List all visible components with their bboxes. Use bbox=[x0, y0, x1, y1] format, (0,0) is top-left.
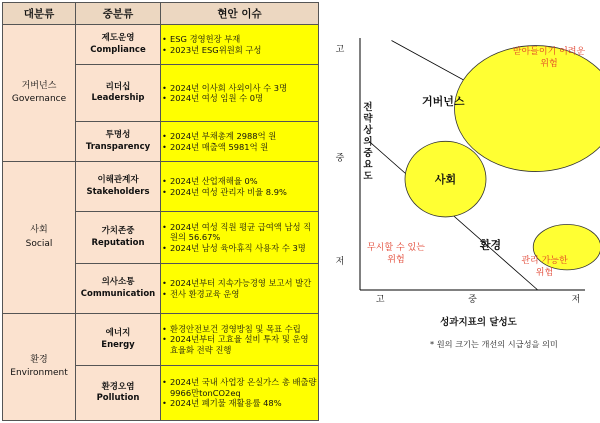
issue-cell bbox=[161, 162, 319, 212]
subcategory-pollution: 환경오염 Pollution bbox=[76, 366, 161, 421]
zone-label-unacceptable: 받아들이기 어려운 bbox=[512, 47, 586, 57]
x-tick-label: 고 bbox=[375, 295, 385, 305]
subcategory-compliance: 제도운영 Compliance bbox=[76, 25, 161, 65]
y-axis-title-char: 상 bbox=[363, 125, 373, 136]
y-tick-label: 중 bbox=[335, 153, 345, 164]
bubble-label: 거버넌스 bbox=[421, 95, 465, 108]
zone-label-manageable: 위험 bbox=[535, 268, 554, 278]
y-axis-title-char: 중 bbox=[363, 148, 373, 159]
issue-cell bbox=[161, 366, 319, 421]
issue-item: • 2024년 여성 관리자 비율 8.9% bbox=[170, 187, 318, 197]
subcategory-energy: 에너지 Energy bbox=[76, 314, 161, 366]
zone-label-negligible: 위험 bbox=[387, 255, 405, 265]
subcategory-stakeholders: 이해관계자 Stakeholders bbox=[76, 162, 161, 212]
y-axis-title-char: 도 bbox=[363, 171, 373, 182]
issue-item: • 2024년 여성 직원 평균 급여액 남성 직원의 56.67% bbox=[170, 222, 318, 243]
category-environment: 환경 Environment bbox=[3, 314, 76, 421]
issue-item: • 환경안전보건 경영방침 및 목표 수립 bbox=[170, 324, 318, 334]
bubble-0 bbox=[455, 46, 600, 172]
category-governance: 거버넌스 Governance bbox=[3, 25, 76, 162]
subcategory-communication: 의사소통 Communication bbox=[76, 264, 161, 314]
issue-item: • 2024년 국내 사업장 온실가스 총 배출량 9966만tonCO2eq bbox=[170, 377, 318, 398]
issue-item: • 2024년 폐기물 재활용률 48% bbox=[170, 398, 318, 408]
bubble-label: 환경 bbox=[479, 238, 502, 252]
header-issue: 현안 이슈 bbox=[161, 3, 319, 25]
y-axis-title-char: 략 bbox=[363, 113, 373, 125]
y-axis-title-char: 의 bbox=[363, 136, 373, 148]
zone-label-negligible: 무시할 수 있는 bbox=[367, 243, 425, 253]
issue-item: • 전사 환경교육 운영 bbox=[170, 289, 318, 299]
issue-item: • ESG 경영헌장 부재 bbox=[170, 34, 318, 44]
issue-item: • 2023년 ESG위원회 구성 bbox=[170, 45, 318, 55]
issue-item: • 2024년 매출액 5981억 원 bbox=[170, 142, 318, 152]
y-tick-label: 저 bbox=[335, 256, 345, 267]
issue-item: • 2024년 부채총계 2988억 원 bbox=[170, 131, 318, 141]
issue-cell bbox=[161, 314, 319, 366]
subcategory-leadership: 리더십 Leadership bbox=[76, 65, 161, 122]
header-major: 대분류 bbox=[3, 3, 76, 25]
y-axis-title-char: 전 bbox=[363, 102, 373, 113]
issue-item: • 2024년부터 지속가능경영 보고서 발간 bbox=[170, 278, 318, 288]
subcategory-transparency: 투명성 Transparency bbox=[76, 122, 161, 162]
bubble-size-note: * 원의 크기는 개선의 시급성을 의미 bbox=[430, 339, 558, 349]
issue-cell bbox=[161, 25, 319, 65]
bubble-label: 사회 bbox=[434, 173, 457, 187]
esg-issue-table bbox=[2, 2, 319, 421]
issue-cell bbox=[161, 264, 319, 314]
issue-item: • 2024년 남성 육아휴직 사용자 수 3명 bbox=[170, 243, 318, 253]
issue-item: • 2024년 산업재해율 0% bbox=[170, 176, 318, 186]
issue-cell bbox=[161, 122, 319, 162]
risk-matrix bbox=[320, 0, 600, 423]
y-tick-label: 고 bbox=[335, 45, 345, 56]
zone-label-manageable: 관리 가능한 bbox=[521, 256, 568, 266]
zone-label-unacceptable: 위험 bbox=[540, 59, 558, 69]
issue-item: • 2024년 여성 임원 수 0명 bbox=[170, 93, 318, 103]
issue-item: • 2024년부터 고효율 설비 투자 및 운영 효율화 전략 진행 bbox=[170, 334, 318, 355]
x-tick-label: 중 bbox=[468, 295, 477, 305]
header-mid: 중분류 bbox=[76, 3, 161, 25]
category-social: 사회 Social bbox=[3, 162, 76, 314]
subcategory-reputation: 가치존중 Reputation bbox=[76, 212, 161, 264]
issue-item: • 2024년 이사회 사외이사 수 3명 bbox=[170, 83, 318, 93]
issue-cell bbox=[161, 65, 319, 122]
x-tick-label: 저 bbox=[571, 295, 581, 305]
y-axis-title-char: 요 bbox=[363, 159, 373, 171]
issue-cell bbox=[161, 212, 319, 264]
x-axis-title: 성과지표의 달성도 bbox=[440, 317, 517, 328]
